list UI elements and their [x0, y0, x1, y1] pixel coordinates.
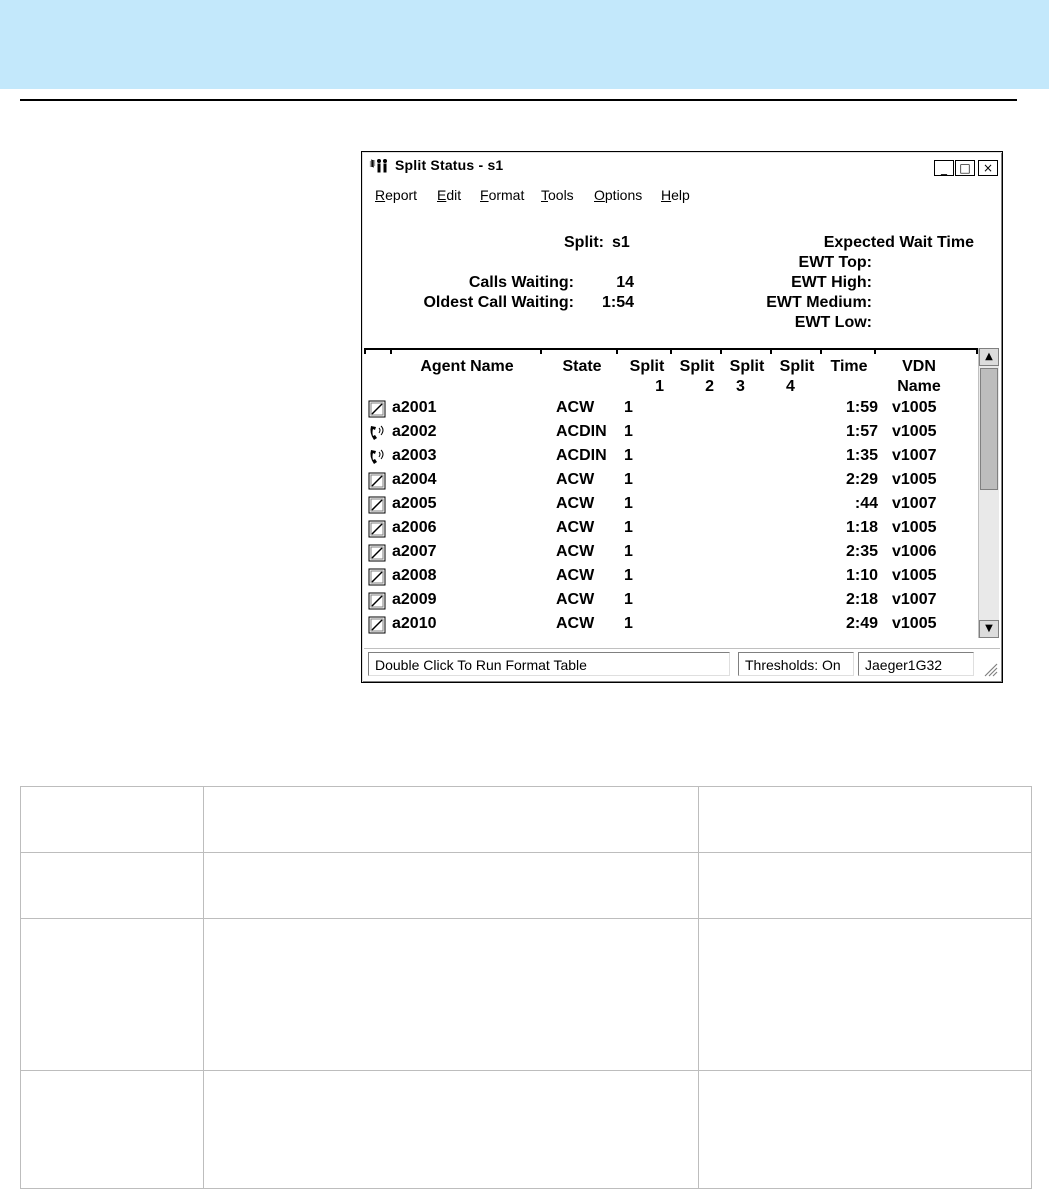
agent-name-cell: a2003: [392, 447, 437, 464]
ewt-high-label: EWT High:: [791, 274, 872, 291]
vdn-cell: v1005: [892, 399, 937, 416]
table-cell: [204, 853, 699, 919]
col-header-vdn-name[interactable]: VDN Name: [897, 358, 941, 395]
agents-icon: [369, 158, 389, 174]
col-header-split-4[interactable]: Split 4: [779, 358, 815, 395]
agent-name-cell: a2001: [392, 399, 437, 416]
table-cell: [21, 787, 204, 853]
agent-name-cell: a2007: [392, 543, 437, 560]
agent-grid: [364, 340, 1000, 640]
status-thresholds: Thresholds: On: [738, 652, 854, 676]
acw-icon: [368, 568, 386, 586]
agent-name-cell: a2004: [392, 471, 437, 488]
minimize-button[interactable]: _: [934, 160, 954, 176]
time-cell: 1:35: [845, 447, 878, 464]
time-cell: 2:49: [845, 615, 878, 632]
table-cell: [699, 787, 1032, 853]
split1-cell: 1: [624, 543, 633, 560]
table-row[interactable]: [364, 445, 978, 469]
ewt-top-label: EWT Top:: [798, 254, 872, 271]
table-cell: [699, 919, 1032, 1071]
time-cell: 2:35: [845, 543, 878, 560]
document-table: [20, 786, 1032, 1189]
table-row[interactable]: [364, 517, 978, 541]
table-row[interactable]: [364, 493, 978, 517]
oldest-call-value: 1:54: [601, 294, 634, 311]
state-cell: ACW: [556, 567, 595, 584]
time-cell: 1:59: [845, 399, 878, 416]
vdn-cell: v1005: [892, 423, 937, 440]
maximize-button[interactable]: □: [955, 160, 975, 176]
state-cell: ACW: [556, 471, 595, 488]
ewt-heading: Expected Wait Time: [823, 234, 974, 251]
column-resize-bar[interactable]: [364, 348, 978, 354]
acw-icon: [368, 520, 386, 538]
split-status-window: [361, 151, 1003, 683]
state-cell: ACW: [556, 615, 595, 632]
agent-name-cell: a2006: [392, 519, 437, 536]
split1-cell: 1: [624, 447, 633, 464]
col-header-agent-name[interactable]: Agent Name: [420, 358, 514, 375]
vdn-cell: v1005: [892, 567, 937, 584]
col-header-time[interactable]: Time: [830, 358, 868, 375]
title-bar[interactable]: [364, 154, 1000, 176]
vdn-cell: v1005: [892, 471, 937, 488]
vdn-cell: v1007: [892, 447, 937, 464]
agent-name-cell: a2008: [392, 567, 437, 584]
scroll-down-arrow-icon[interactable]: ▼: [979, 620, 999, 638]
header-rule: [20, 99, 1017, 101]
table-cell: [21, 853, 204, 919]
state-cell: ACDIN: [556, 423, 607, 440]
acw-icon: [368, 496, 386, 514]
scroll-thumb[interactable]: [980, 368, 998, 490]
close-button[interactable]: ×: [978, 160, 998, 176]
state-cell: ACW: [556, 495, 595, 512]
scroll-up-arrow-icon[interactable]: ▲: [979, 348, 999, 366]
table-row[interactable]: [364, 541, 978, 565]
table-cell: [699, 853, 1032, 919]
time-cell: 1:18: [845, 519, 878, 536]
table-row[interactable]: [364, 613, 978, 637]
time-cell: 2:18: [845, 591, 878, 608]
menu-format[interactable]: Format: [480, 187, 525, 203]
calls-waiting-label: Calls Waiting:: [468, 274, 574, 291]
col-header-state[interactable]: State: [562, 358, 602, 375]
calls-waiting-value: 14: [616, 274, 634, 291]
table-cell: [204, 919, 699, 1071]
split1-cell: 1: [624, 567, 633, 584]
split1-cell: 1: [624, 495, 633, 512]
menu-edit[interactable]: Edit: [437, 187, 462, 203]
table-row[interactable]: [364, 421, 978, 445]
ewt-low-label: EWT Low:: [794, 314, 872, 331]
vdn-cell: v1005: [892, 519, 937, 536]
agent-name-cell: a2009: [392, 591, 437, 608]
menu-bar: [364, 184, 1000, 208]
vdn-cell: v1007: [892, 495, 937, 512]
window-title: Split Status - s1: [395, 157, 504, 173]
agent-name-cell: a2002: [392, 423, 437, 440]
page-header-band: [0, 0, 1049, 89]
state-cell: ACW: [556, 519, 595, 536]
menu-report[interactable]: Report: [375, 187, 418, 203]
table-row[interactable]: [364, 589, 978, 613]
state-cell: ACW: [556, 543, 595, 560]
split1-cell: 1: [624, 615, 633, 632]
split1-cell: 1: [624, 423, 633, 440]
time-cell: 1:57: [845, 423, 878, 440]
status-bar: [364, 648, 1000, 679]
split1-cell: 1: [624, 519, 633, 536]
table-cell: [204, 1071, 699, 1189]
split1-cell: 1: [624, 399, 633, 416]
menu-help[interactable]: Help: [661, 187, 690, 203]
oldest-call-label: Oldest Call Waiting:: [423, 294, 574, 311]
status-hint: Double Click To Run Format Table: [368, 652, 730, 676]
split-value: s1: [612, 234, 630, 251]
acw-icon: [368, 592, 386, 610]
state-cell: ACW: [556, 591, 595, 608]
split-summary: [364, 208, 1000, 340]
table-row[interactable]: [364, 397, 978, 421]
agent-name-cell: a2010: [392, 615, 437, 632]
vdn-cell: v1007: [892, 591, 937, 608]
split1-cell: 1: [624, 471, 633, 488]
time-cell: 1:10: [845, 567, 878, 584]
table-cell: [204, 787, 699, 853]
time-cell: :44: [854, 495, 878, 512]
acw-icon: [368, 616, 386, 634]
vdn-cell: v1005: [892, 615, 937, 632]
col-header-split-2[interactable]: Split 2: [679, 358, 715, 395]
table-row[interactable]: [364, 565, 978, 589]
vertical-scrollbar[interactable]: [978, 348, 999, 638]
menu-options[interactable]: Options: [594, 187, 643, 203]
vdn-cell: v1006: [892, 543, 937, 560]
phone-icon: [368, 424, 386, 442]
table-cell: [21, 1071, 204, 1189]
ewt-medium-label: EWT Medium:: [766, 294, 872, 311]
acw-icon: [368, 544, 386, 562]
resize-grip-icon[interactable]: [982, 661, 998, 677]
split1-cell: 1: [624, 591, 633, 608]
table-cell: [699, 1071, 1032, 1189]
state-cell: ACDIN: [556, 447, 607, 464]
table-row[interactable]: [364, 469, 978, 493]
time-cell: 2:29: [845, 471, 878, 488]
table-cell: [21, 919, 204, 1071]
col-header-split-1[interactable]: Split 1: [629, 358, 665, 395]
menu-tools[interactable]: Tools: [541, 187, 574, 203]
phone-icon: [368, 448, 386, 466]
status-server: Jaeger1G32: [858, 652, 974, 676]
col-header-split-3[interactable]: Split 3: [729, 358, 765, 395]
split-label: Split:: [564, 234, 604, 251]
state-cell: ACW: [556, 399, 595, 416]
acw-icon: [368, 472, 386, 490]
acw-icon: [368, 400, 386, 418]
agent-name-cell: a2005: [392, 495, 437, 512]
